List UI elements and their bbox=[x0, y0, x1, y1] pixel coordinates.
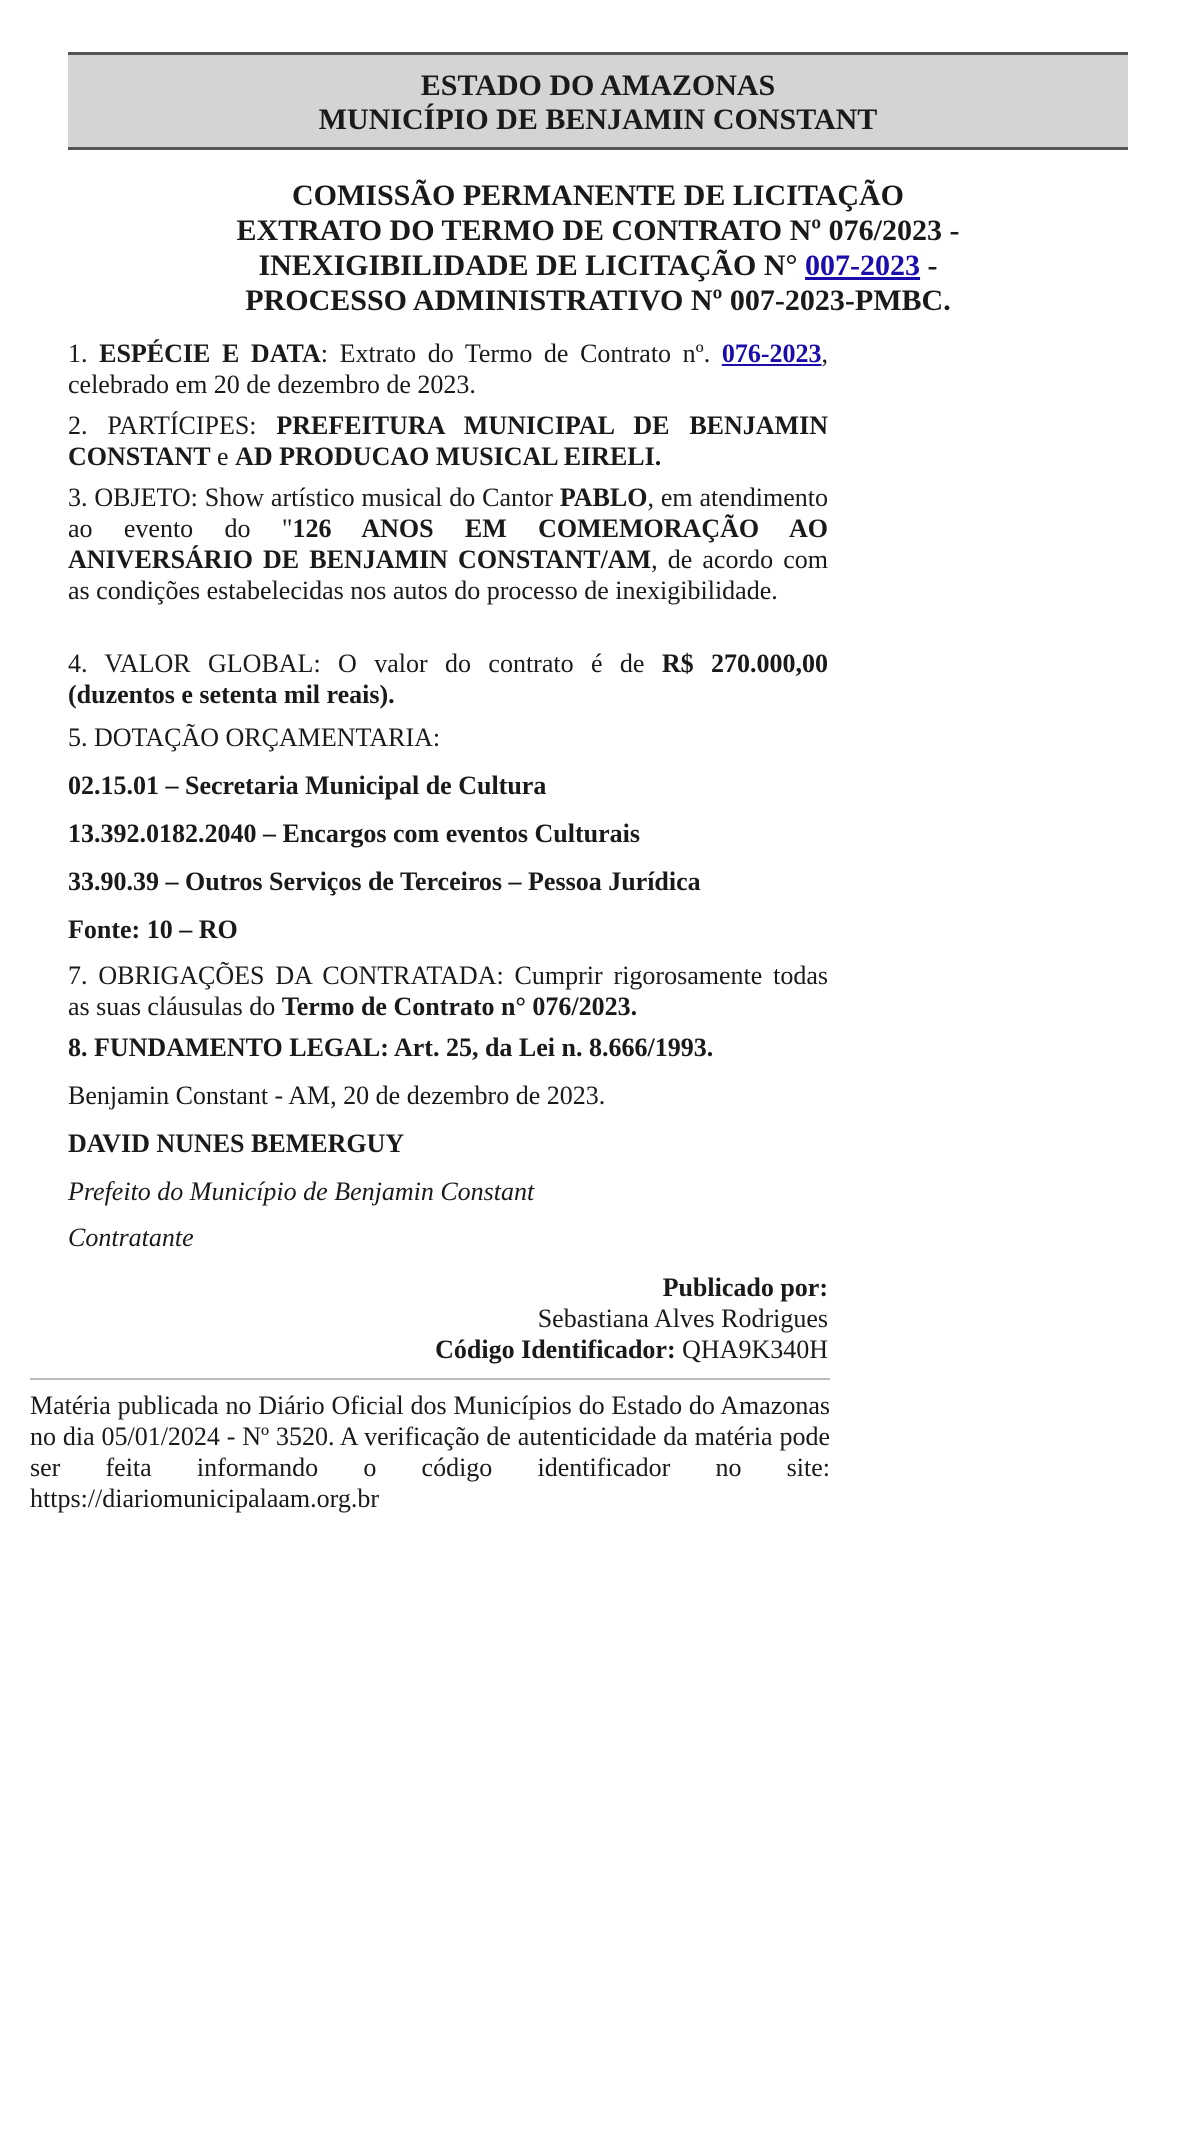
title-line-4: PROCESSO ADMINISTRATIVO Nº 007-2023-PMBC. bbox=[245, 284, 951, 317]
item-5-label: 5. DOTAÇÃO ORÇAMENTARIA: bbox=[68, 723, 441, 752]
item-2-party-1: PREFEITURA MUNICIPAL DE BENJAMIN CONSTANT bbox=[68, 411, 828, 471]
title-line-2: EXTRATO DO TERMO DE CONTRATO Nº 076/2023 - bbox=[236, 214, 960, 247]
dotacao-fonte: Fonte: 10 – RO bbox=[68, 915, 238, 944]
footer-note: Matéria publicada no Diário Oficial dos Municípios do Estado do Amazonas no dia 05/01/2024 - Nº 3520. A verificação de autenticidade da matéria pode ser feita informando o código identificador no site: https://diariomunicipalaam.org.br bbox=[30, 1391, 830, 1513]
item-4-value: R$ 270.000,00 (duzentos e setenta mil reais). bbox=[68, 649, 828, 709]
item-1-label: ESPÉCIE E DATA bbox=[99, 339, 321, 368]
title-line-3-suffix: - bbox=[920, 249, 938, 282]
item-2-party-2: AD PRODUCAO MUSICAL EIRELI. bbox=[235, 442, 662, 471]
item-7-label: 7. OBRIGAÇÕES DA CONTRATADA: Cumprir rigorosamente todas as suas cláusulas do bbox=[68, 961, 828, 1021]
item-2-participes bbox=[68, 410, 828, 472]
document-header bbox=[68, 52, 1128, 150]
item-2-label: 2. PARTÍCIPES: bbox=[68, 411, 277, 440]
item-3-artist: PABLO bbox=[559, 483, 648, 512]
header-municipality: MUNICÍPIO DE BENJAMIN CONSTANT bbox=[318, 103, 878, 136]
item-1-text-b: , celebrado em 20 de dezembro de 2023. bbox=[68, 339, 828, 399]
document-title bbox=[68, 178, 1128, 318]
item-1-number: 1. bbox=[68, 339, 100, 368]
item-7-reference: Termo de Contrato n° 076/2023. bbox=[281, 992, 638, 1021]
item-3-objeto bbox=[68, 482, 828, 606]
code-label: Código Identificador: bbox=[435, 1335, 676, 1364]
signer-role: Prefeito do Município de Benjamin Constant bbox=[68, 1177, 535, 1206]
item-7-obrigacoes bbox=[68, 960, 828, 1022]
item-1-especie-data bbox=[68, 338, 828, 400]
identifier-code: QHA9K340H bbox=[675, 1335, 828, 1364]
publisher-name: Sebastiana Alves Rodrigues bbox=[537, 1304, 828, 1333]
item-8-fundamento-legal: 8. FUNDAMENTO LEGAL: Art. 25, da Lei n. 8.666/1993. bbox=[68, 1033, 714, 1062]
item-1-text-a: : Extrato do Termo de Contrato nº. bbox=[320, 339, 722, 368]
publication-block bbox=[435, 1272, 828, 1365]
dotacao-line-3: 33.90.39 – Outros Serviços de Terceiros – Pessoa Jurídica bbox=[68, 867, 701, 896]
item-3-text-a: , em atendimento ao evento do " bbox=[68, 483, 828, 543]
title-line-3 bbox=[68, 248, 1128, 283]
published-by-label: Publicado por: bbox=[662, 1273, 828, 1302]
signer-party: Contratante bbox=[68, 1223, 194, 1252]
title-line-3-prefix: INEXIGIBILIDADE DE LICITAÇÃO N° bbox=[258, 249, 806, 282]
title-line-1: COMISSÃO PERMANENTE DE LICITAÇÃO bbox=[291, 179, 904, 212]
footer-divider bbox=[30, 1378, 830, 1380]
header-state: ESTADO DO AMAZONAS bbox=[420, 69, 776, 102]
item-4-valor-global bbox=[68, 648, 828, 710]
dotacao-line-1: 02.15.01 – Secretaria Municipal de Cultura bbox=[68, 771, 547, 800]
item-3-text-b: , de acordo com as condições estabelecidas nos autos do processo de inexigibilidade. bbox=[68, 545, 828, 605]
contract-link[interactable]: 076-2023 bbox=[721, 339, 822, 368]
item-2-conjunction: e bbox=[210, 442, 236, 471]
item-4-label: 4. VALOR GLOBAL: O valor do contrato é de bbox=[68, 649, 662, 678]
item-3-label: 3. OBJETO: Show artístico musical do Cantor bbox=[68, 483, 560, 512]
dotacao-line-2: 13.392.0182.2040 – Encargos com eventos Culturais bbox=[68, 819, 640, 848]
place-date: Benjamin Constant - AM, 20 de dezembro de 2023. bbox=[68, 1081, 606, 1110]
inexigibilidade-link[interactable]: 007-2023 bbox=[805, 249, 921, 282]
item-3-event: 126 ANOS EM COMEMORAÇÃO AO ANIVERSÁRIO DE BENJAMIN CONSTANT/AM bbox=[68, 514, 828, 574]
item-5-dotacao bbox=[68, 722, 828, 753]
signer-name: DAVID NUNES BEMERGUY bbox=[68, 1129, 405, 1158]
